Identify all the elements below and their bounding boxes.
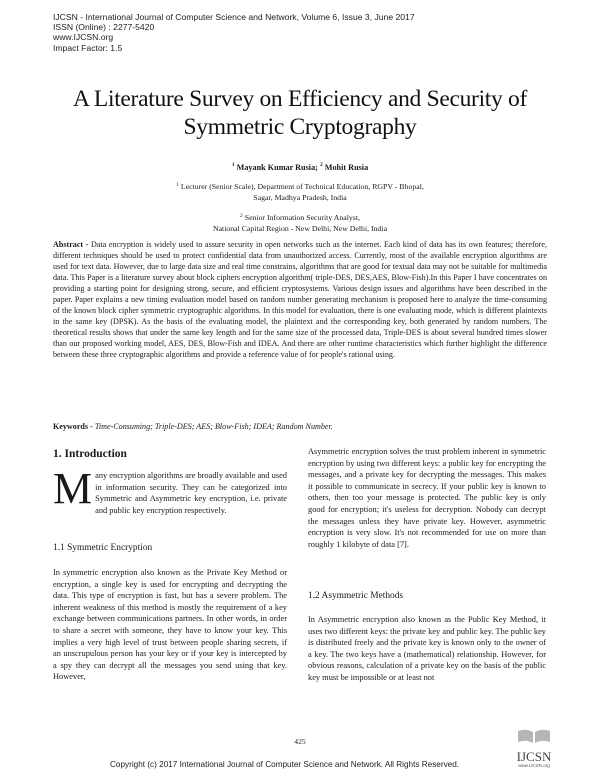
paper-title [40, 85, 560, 141]
keywords [53, 422, 547, 431]
affiliation-1-line-2: Sagar, Madhya Pradesh, India [253, 193, 347, 202]
logo-url: www.IJCSN.org [518, 763, 550, 768]
header-issn: ISSN (Online) : 2277-5420 [53, 22, 155, 33]
author-2-sup: 2 [319, 162, 323, 168]
logo-name: IJCSN [516, 749, 552, 764]
asymmetric-intro-paragraph: Asymmetric encryption solves the trust problem inherent in symmetric encryption by using two different keys: a public key for encrypting the messages, and a private key for decrypting the messages. This makes it possible to communicate in secrecy. If your public key is known to others, then too your message is protected. The public key is only good for encryption; it's useless for decryption. Nobody can decrypt the messages unless they have private key. However, asymmetric encryption is very slow. It's not recommended for use on more than roughly 1 kilobyte of data [7]. [308, 447, 546, 549]
affiliation-2-line-2: National Capital Region - New Delhi, New Delhi, India [212, 224, 388, 233]
asymmetric-paragraph: In Asymmetric encryption also known as the Public Key Method, it uses two different keys: the private key and public key. The public key is distributed freely and the private key is known only to the owner of a key. The two keys have a (mathematical) relationship. However, for obvious reasons, calculation of a private key on the basis of the public key must be impossible or at least not [308, 615, 546, 682]
keywords-label: Keywords - [53, 422, 93, 431]
section-heading-asymmetric: 1.2 Asymmetric Methods [308, 591, 404, 601]
header-journal-line: IJCSN - International Journal of Computer Science and Network, Volume 6, Issue 3, June 2017 [53, 12, 415, 22]
page-number: 425 [294, 737, 306, 746]
journal-header [53, 12, 415, 53]
introduction-paragraph [53, 464, 287, 516]
affiliation-1-sup: 1 [176, 182, 179, 188]
introduction-text: any encryption algorithms are broadly available and used in information security. They can be categorized into Symmetric and Asymmetric key encryption, i.e. private and public key encryption respectively. [95, 471, 287, 515]
author-2: Mohit Rusia [324, 163, 369, 172]
author-1: Mayank Kumar Rusia; [236, 163, 318, 172]
header-impact-factor: Impact Factor: 1.5 [53, 42, 123, 53]
title-line-2: Symmetric Cryptography [183, 114, 417, 140]
section-heading-symmetric: 1.1 Symmetric Encryption [53, 543, 153, 553]
keywords-text: Time-Consuming; Triple-DES; AES; Blow-Fish; IDEA; Random Number. [94, 422, 333, 431]
symmetric-paragraph: In symmetric encryption also known as the Private Key Method or encryption, a single key is used for encrypting and decrypting the data. This type of encryption is fast, but has a severe problem. The inherent weakness of this method is mostly the requirement of a key exchange between communications partners. In other words, in order to share a secret with someone, they have to know your key. This implies a very high level of trust between people sharing secrets, if an unscrupulous person has your key or if your key is intercepted by a spy they can decrypt all the messages you send using that key. However, [53, 568, 287, 682]
author-1-sup: 1 [231, 162, 235, 168]
drop-cap: M [53, 464, 93, 513]
affiliation-2-sup: 2 [240, 213, 243, 219]
affiliation-1-line-1: Lecturer (Senior Scale), Department of Technical Education, RGPV - Bhopal, [180, 182, 424, 191]
abstract [53, 239, 547, 361]
copyright-footer: Copyright (c) 2017 International Journal of Computer Science and Network. All Rights Reserved. [110, 760, 460, 769]
header-website: www.IJCSN.org [53, 32, 114, 43]
section-heading-introduction: 1. Introduction [53, 448, 127, 460]
open-book-icon [516, 728, 552, 744]
abstract-label: Abstract - [53, 240, 89, 249]
affiliation-2-line-1: Senior Information Security Analyst, [244, 213, 360, 222]
affiliation-1 [0, 181, 600, 203]
authors [0, 163, 600, 172]
abstract-text: Data encryption is widely used to assure security in open networks such as the internet. Each kind of data has its own features; therefore, different techniques should be used to protect confidential data from unauthorized access. Currently, most of the available encryption algorithms are used for text data. However, due to large data size and real time constrains, algorithms that are good for textual data may not be suitable for multimedia data. This Paper is a literature survey about block ciphers encryption algorithm( triple-DES, DES,AES, Blow-Fish).In this Paper I have concentrates on providing a starting point for designing strong, secure, and efficient cryptosystems. Various design issues and algorithms have been described in the paper. Paper explains a new timing evaluation model based on random number generating mechanism is proposed here to analyze the time-consuming of the known block cipher symmetric cryptographic algorithms. In this model for evaluation, there is one evaluating mode, which is different plaintexts in the same key (DPSK). As the basis of the evaluating model, the plaintext and the corresponding key, both generated by random numbers. The theoretical results shows that under the same key length and for the same size of the processed data, Triple-DES is about several hundred times slower than our proposed working model, AES, DES, Blow-Fish and IDEA. And there are other runtime characteristics which further highlight the difference between these three cryptographic algorithms and provide a reference value of for people's rational using. [53, 240, 547, 360]
journal-logo [506, 728, 562, 768]
title-line-1: A Literature Survey on Efficiency and Security of [72, 86, 528, 112]
affiliation-2 [0, 212, 600, 234]
